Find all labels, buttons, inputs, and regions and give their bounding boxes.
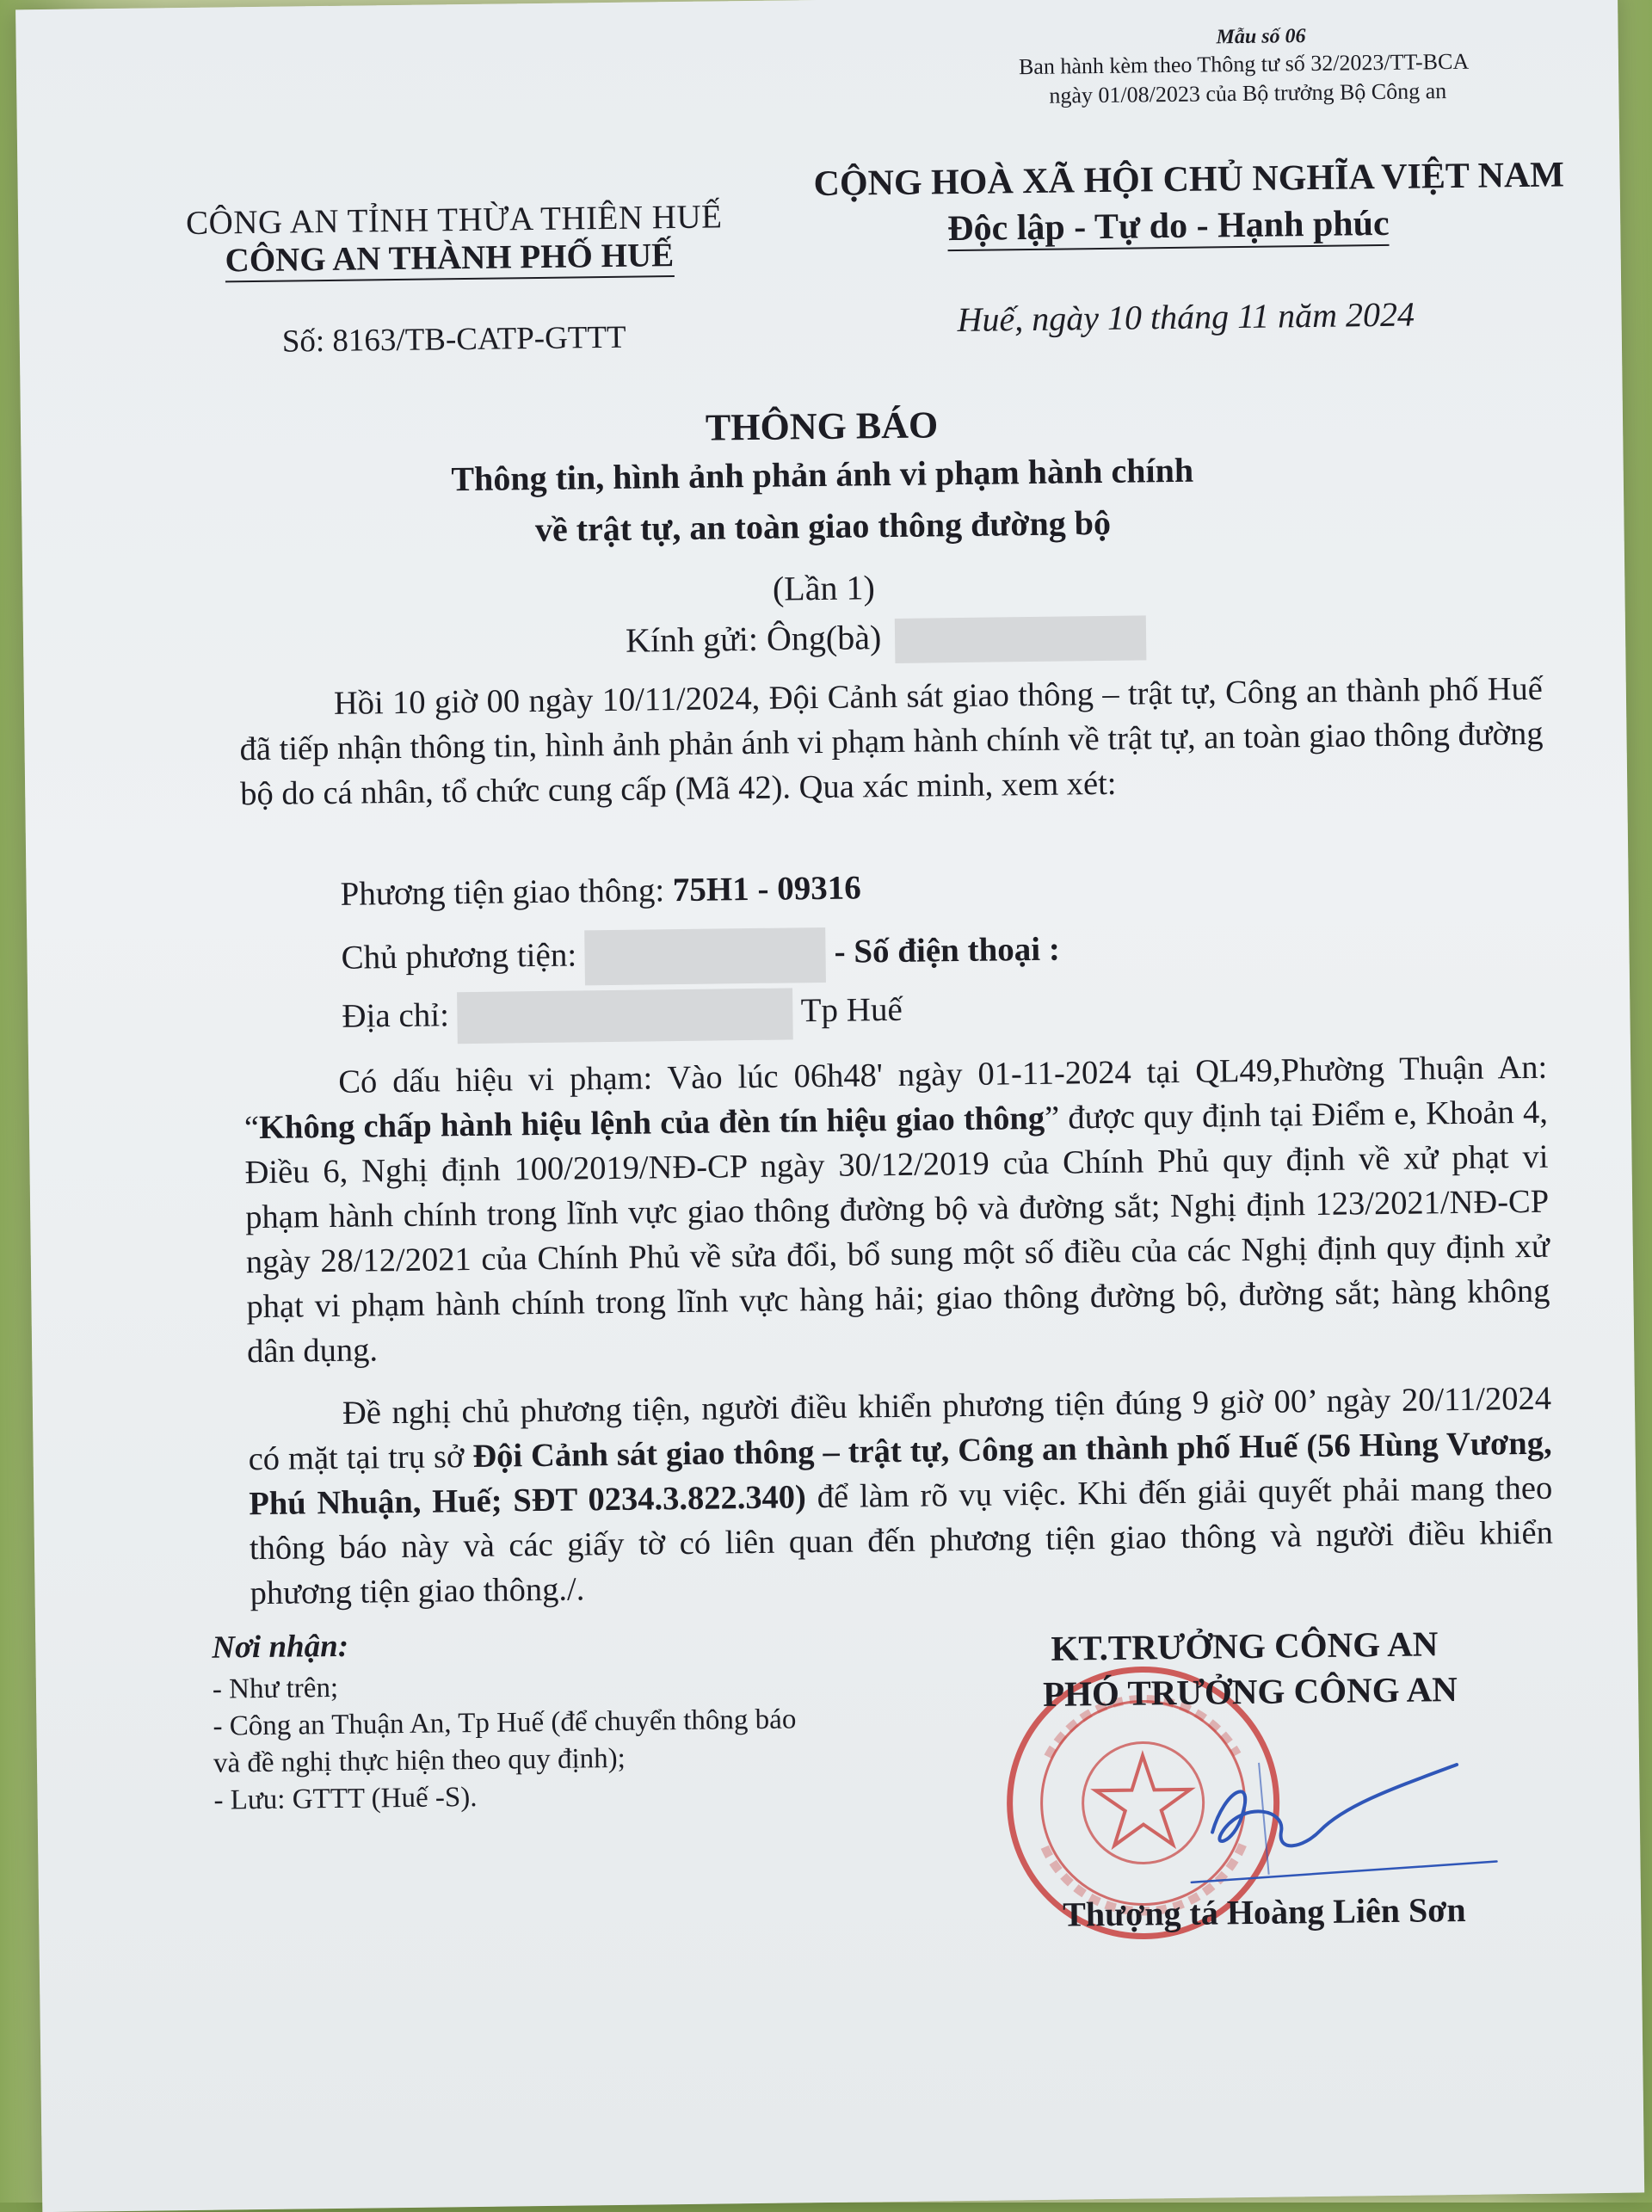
owner-line (341, 925, 1060, 989)
document-page (15, 0, 1644, 2212)
document-number: Số: 8163/TB-CATP-GTTT (281, 319, 626, 360)
request-paragraph (248, 1377, 1554, 1616)
document-date: Huế, ngày 10 tháng 11 năm 2024 (957, 294, 1415, 340)
request-text-pre: Đề nghị chủ phương tiện, người điều khiển phương tiện đúng 9 giờ 00’ ngày 20/11/2024 có mặt tại trụ sở (248, 1380, 1552, 1478)
vehicle-label: Phương tiện giao thông: (340, 872, 674, 913)
redacted-address (457, 988, 793, 1044)
owner-label: Chủ phương tiện: (341, 936, 577, 977)
agency-name: CÔNG AN THÀNH PHỐ HUẾ (225, 236, 674, 282)
vehicle-line (340, 868, 861, 913)
intro-text: Hồi 10 giờ 00 ngày 10/11/2024, Đội Cảnh sát giao thông – trật tự, Công an thành phố Huế đã tiếp nhận thông tin, hình ảnh phản ánh vi phạm hành chính về trật tự, an toàn giao thông đường bộ do cá nhân, tổ chức cung cấp (Mã 42). Qua xác minh, xem xét: (239, 670, 1544, 813)
phone-label: - Số điện thoại : (825, 930, 1061, 970)
address-label: Địa chỉ: (342, 996, 450, 1035)
recipient-item: - Lưu: GTTT (Huế -S). (213, 1781, 478, 1816)
handwritten-signature-icon (1173, 1725, 1501, 1893)
intro-paragraph (239, 667, 1544, 816)
redacted-recipient-name (895, 615, 1147, 663)
document-subtitle-line2: về trật tự, an toàn giao thông đường bộ (534, 502, 1112, 550)
document-subtitle-line1: Thông tin, hình ảnh phản ánh vi phạm hành chính (451, 450, 1194, 499)
address-city: Tp Huế (792, 990, 903, 1030)
nation-motto: Độc lập - Tự do - Hạnh phúc (947, 203, 1390, 251)
signature-title-line2: PHÓ TRƯỞNG CÔNG AN (1042, 1669, 1458, 1714)
greeting-label: Kính gửi: Ông(bà) (625, 618, 882, 660)
recipients-heading: Nơi nhận: (212, 1628, 349, 1666)
request-office: Đội Cảnh sát giao thông – trật tự, Công an thành phố Huế (56 Hùng Vương, Phú Nhuận, Huế; SĐT 0234.3.822.340) (249, 1425, 1552, 1523)
violation-description: Không chấp hành hiệu lệnh của đèn tín hiệu giao thông (258, 1100, 1045, 1147)
violation-text-post: ” được quy định tại Điểm e, Khoản 4, Điều 6, Nghị định 100/2019/NĐ-CP ngày 30/12/2019 của Chính Phủ quy định về xử phạt vi phạm hành chính trong lĩnh vực giao thông đường bộ và đường sắt; Nghị định 123/2021/NĐ-CP ngày 28/12/2021 của Chính Phủ về sửa đổi, bổ sung một số điều của các Nghị định quy định xử phạt vi phạm hành chính trong lĩnh vực hàng hải; giao thông đường bộ, đường sắt; hàng không dân dụng. (244, 1094, 1550, 1371)
redacted-owner-name (585, 927, 827, 985)
address-line (342, 987, 903, 1045)
recipient-item: - Công an Thuận An, Tp Huế (để chuyển thông báo (213, 1704, 797, 1742)
request-text-post: để làm rõ vụ việc. Khi đến giải quyết phải mang theo thông báo này và các giấy tờ có liên quan đến phương tiện giao thông và người điều khiển phương tiện giao thông./. (249, 1470, 1554, 1612)
vehicle-plate: 75H1 - 09316 (672, 869, 861, 909)
violation-text-pre: Có dấu hiệu vi phạm: Vào lúc 06h48' ngày 01-11-2024 tại QL49,Phường Thuận An: “ (243, 1049, 1548, 1147)
nation-title: CỘNG HOÀ XÃ HỘI CHỦ NGHĨA VIỆT NAM (813, 155, 1565, 205)
form-number: Mẫu số 06 (1216, 25, 1306, 49)
signature-title-line1: KT.TRƯỞNG CÔNG AN (1051, 1624, 1439, 1668)
form-note-line2: ngày 01/08/2023 của Bộ trưởng Bộ Công an (1049, 78, 1447, 108)
document-title: THÔNG BÁO (705, 404, 939, 449)
signer-name: Thượng tá Hoàng Liên Sơn (1062, 1889, 1466, 1934)
attempt-number: (Lần 1) (772, 568, 876, 608)
violation-paragraph (243, 1045, 1550, 1374)
form-note-line1: Ban hành kèm theo Thông tư số 32/2023/TT-BCA (1018, 48, 1470, 80)
greeting (626, 613, 1147, 666)
recipient-item: - Như trên; (212, 1672, 339, 1705)
recipient-item: và đề nghị thực hiện theo quy định); (213, 1742, 626, 1779)
agency-parent: CÔNG AN TỈNH THỪA THIÊN HUẾ (185, 198, 723, 242)
